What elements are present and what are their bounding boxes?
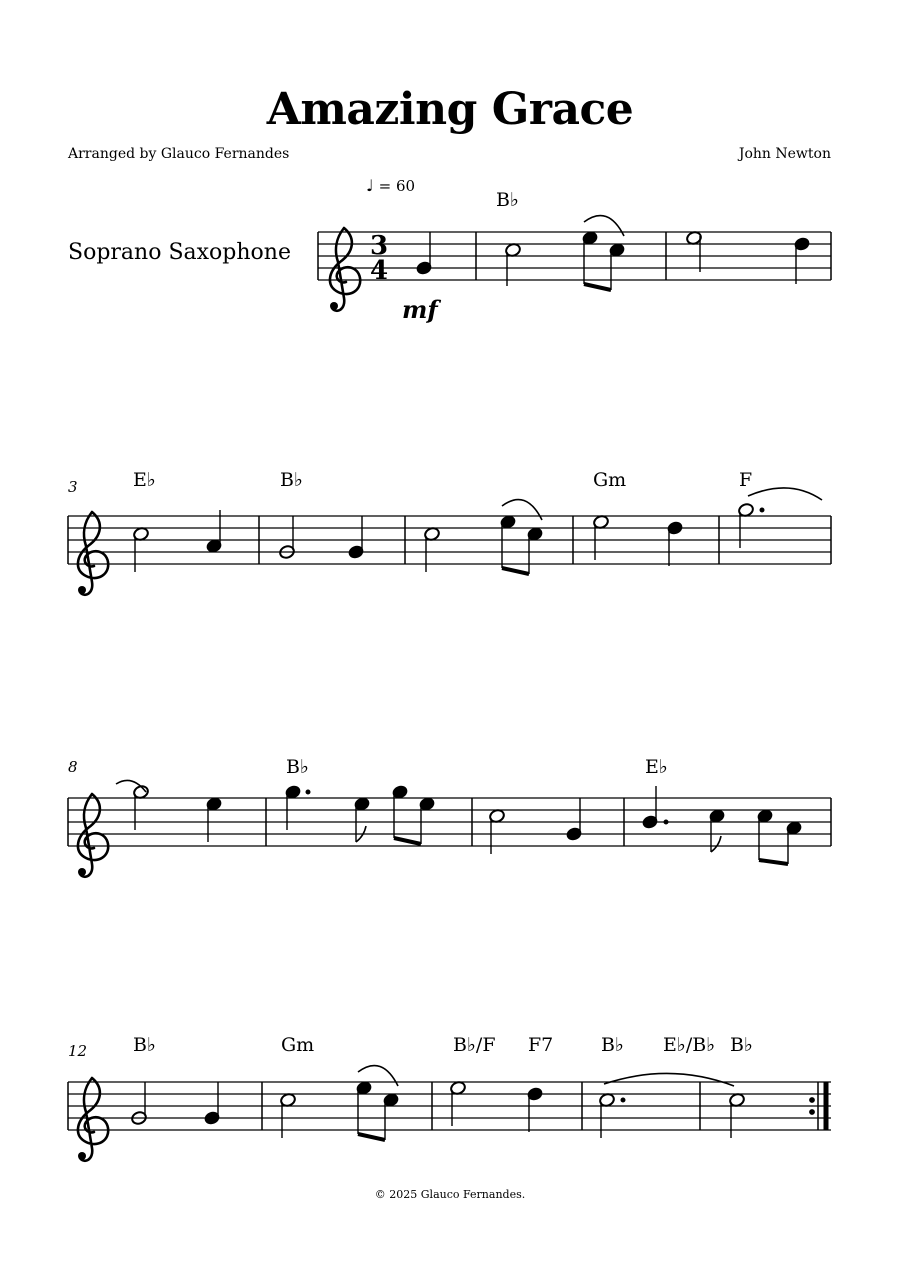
- staff-system-2: [68, 516, 831, 564]
- tempo-value: = 60: [378, 177, 416, 195]
- treble-clef-icon: [330, 228, 360, 311]
- time-signature-top: 3: [370, 231, 389, 261]
- chord-symbol: E♭: [133, 469, 156, 491]
- instrument-name: Soprano Saxophone: [68, 240, 291, 265]
- time-signature-bottom: 4: [370, 256, 389, 286]
- chord-symbol: Gm: [281, 1034, 315, 1056]
- measure-number: 8: [68, 758, 78, 776]
- measure-number: 3: [68, 478, 78, 496]
- repeat-dot: [810, 1110, 815, 1115]
- chord-symbol: B♭: [280, 469, 303, 491]
- chord-symbol: Gm: [593, 469, 627, 491]
- treble-clef-icon: [78, 794, 108, 877]
- measure-number: 12: [68, 1042, 88, 1060]
- staff-system-4: [68, 1082, 831, 1130]
- treble-clef-icon: [78, 512, 108, 595]
- page-title: Amazing Grace: [266, 84, 634, 135]
- copyright-notice: © 2025 Glauco Fernandes.: [374, 1188, 526, 1201]
- repeat-dot: [810, 1098, 815, 1103]
- treble-clef-icon: [78, 1078, 108, 1161]
- arranger-credit: Arranged by Glauco Fernandes: [68, 146, 290, 162]
- chord-symbol: E♭: [645, 756, 668, 778]
- staff-system-1: [318, 232, 831, 280]
- chord-symbol: B♭: [133, 1034, 156, 1056]
- composer-credit: John Newton: [738, 146, 831, 162]
- chord-symbol: B♭: [601, 1034, 624, 1056]
- quarter-note-icon: ♩: [366, 176, 374, 195]
- chord-symbol: B♭: [286, 756, 309, 778]
- chord-symbol: F: [739, 469, 753, 491]
- chord-symbol: E♭/B♭: [663, 1034, 716, 1056]
- dynamic-marking: mf: [402, 295, 438, 324]
- chord-symbol: F7: [528, 1034, 554, 1056]
- chord-symbol: B♭/F: [453, 1034, 496, 1056]
- notes-system-1: [416, 216, 811, 290]
- notes-system-4: [131, 1066, 815, 1140]
- chord-symbol: B♭: [730, 1034, 753, 1056]
- chord-symbol: B♭: [496, 189, 519, 211]
- tie: [748, 488, 822, 500]
